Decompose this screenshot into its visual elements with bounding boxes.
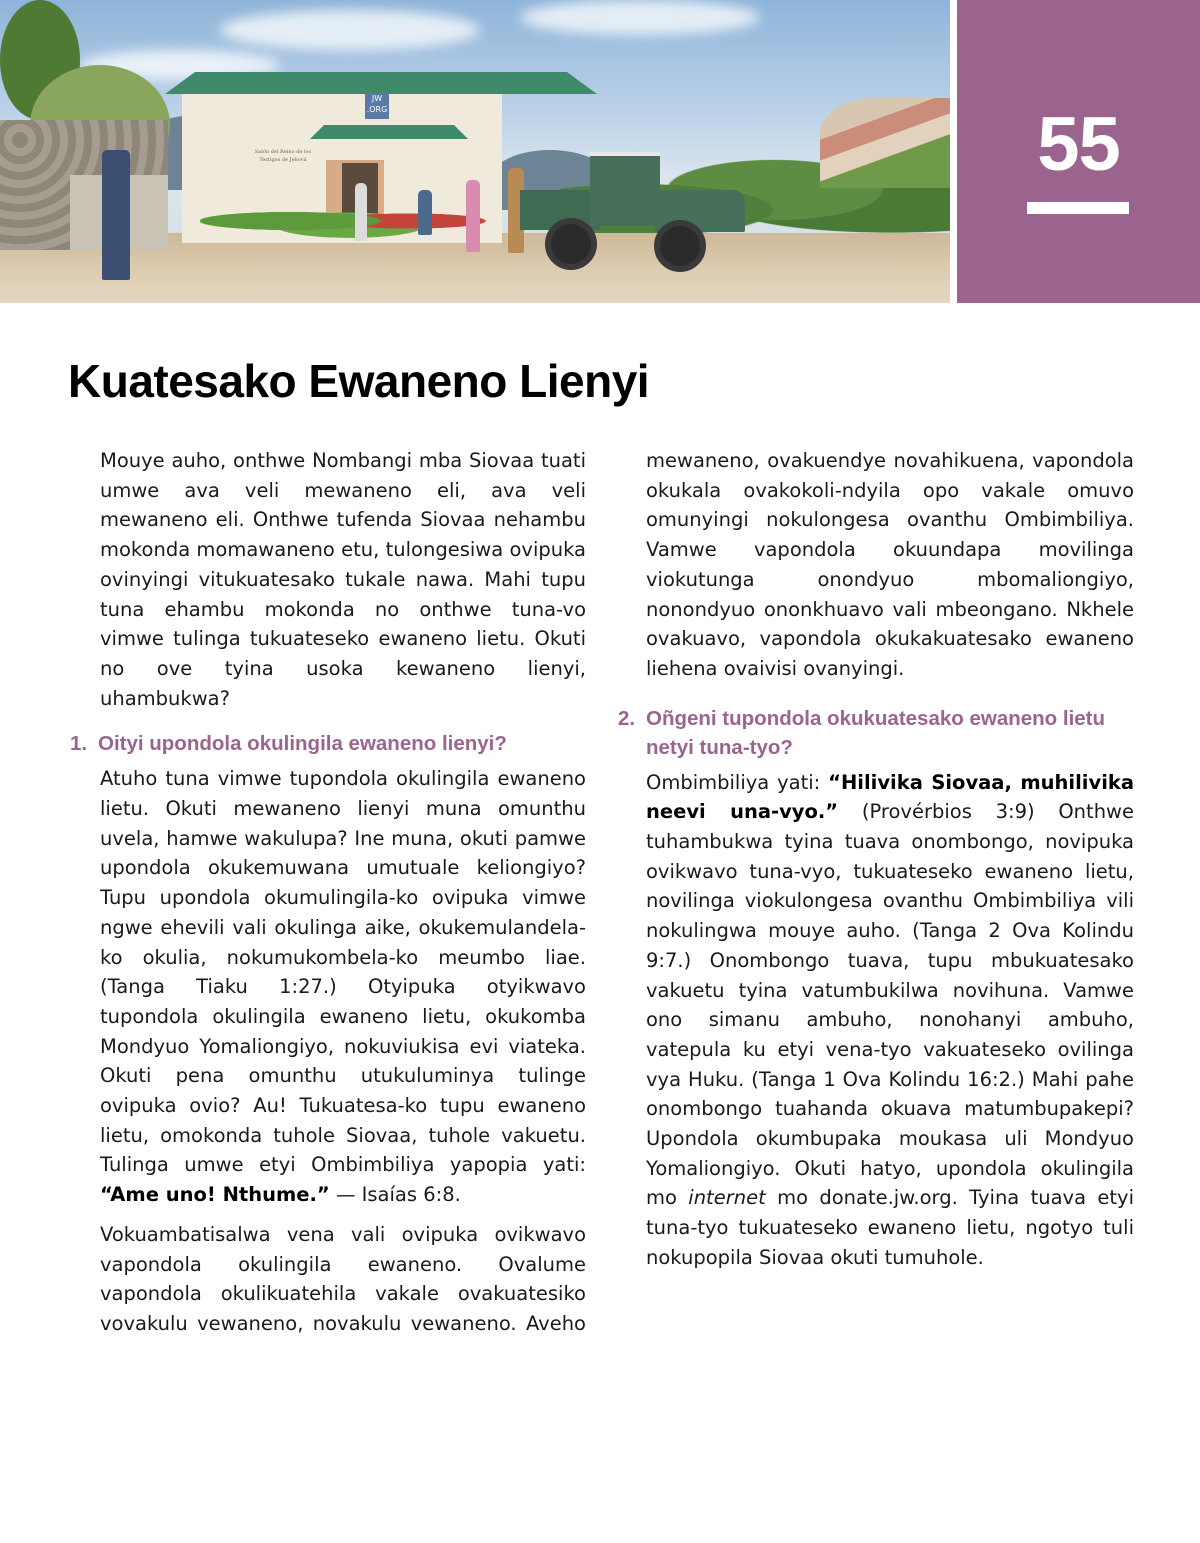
- section-number: 2.: [618, 706, 636, 730]
- section-2-heading: [618, 704, 1134, 762]
- section-number: 1.: [70, 732, 88, 756]
- truck-wheel: [545, 218, 597, 270]
- section-question: Oityi upondola okulingila ewaneno lienyi?: [98, 732, 507, 756]
- italic-term: internet: [688, 1186, 766, 1210]
- paragraph-text: mo donate.jw.org. Tyina tuava etyi tuna-tyo tukuateseko ewaneno lietu, ngotyo tuli nokupopila Siovaa okuti tumuhole.: [646, 1186, 1134, 1269]
- hall-sign: Salón del Reino de los Testigos de Jehová: [254, 149, 312, 163]
- section-question: Oñgeni tupondola okukuatesako ewaneno lietu netyi tuna-tyo?: [646, 706, 1106, 759]
- scripture-quote: “Ame uno! Nthume.”: [100, 1183, 330, 1207]
- page-title: Kuatesako Ewaneno Lienyi: [68, 355, 650, 407]
- intro-paragraph: Mouye auho, onthwe Nombangi mba Siovaa tuati umwe ava veli mewaneno eli, ava veli mewaneno eli. Onthwe tufenda Siovaa nehambu mokonda momawaneno etu, tulongesiwa ovipuka ovinyingi vitukuatesako tukale nawa. Mahi tupu tuna ehambu mokonda no onthwe tuna-vo vimwe tulinga tukuateseko ewaneno lietu. Okuti no ove tyina usoka kewaneno lienyi, uhambukwa?: [100, 449, 586, 710]
- person-cleaning: [418, 190, 432, 235]
- hillside-houses: [820, 98, 950, 188]
- scripture-reference: — Isaías 6:8.: [329, 1183, 461, 1207]
- scripture-quote: “Hilivika Siovaa, muhilivika neevi una-vyo.”: [646, 770, 1134, 824]
- section-1-paragraph-2: Vokuambatisalwa vena vali ovipuka ovikwavo vapondola okulingila ewaneno. Ovalume vapondola okulikuatehila vakale ovakuatesiko vovakulu vewaneno, novakulu vewaneno. Aveho: [100, 1222, 586, 1335]
- paragraph-text: (Provérbios 3:9) Onthwe tuhambukwa tyina tuava onombongo, novipuka ovikwavo tuna-vyo, tukuateseko ewaneno lietu, novilinga viokulongesa ovanthu Ombimbiliya vili nokulingwa mouye auho. (Tanga 2 Ova Kolindu 9:7.) Onombongo tuava, tupu mbukuatesako vakuetu tyina vatumbukilwa novihuna. Vamwe ono simanu ambuho, nonohanyi ambuho, vatepula ku etyi vena-tyo vakuateseko ovilinga vya Huku. (Tanga 1 Ova Kolindu 16:2.) Mahi pahe onombongo tuahanda okuava matumbupakepi? Upondola okumbupaka moukasa uli Mondyuo Yomaliongiyo. Okuti hatyo, upondola okulingila mo: [646, 800, 1134, 1210]
- chapter-number: 55: [1037, 102, 1120, 187]
- girl-carrying-bucket: [466, 180, 480, 252]
- right-column-content: [618, 446, 1134, 1283]
- porch-roof: [310, 125, 468, 139]
- jw-org-sign: JW .ORG: [365, 93, 389, 119]
- section-1-paragraph-2-continued: mewaneno, ovakuendye novahikuena, vapondola okukala ovakokoli-ndyila opo vakale omuvo omunyingi nokulongesa ovanthu Ombimbiliya. Vamwe vapondola okuundapa movilinga viokutunga onondyuo mbomaliongiyo, nonondyuo ononkhuavo vali mbeongano. Nkhele ovakuavo, vapondola okukakuatesako ewaneno liehena ovaivisi ovanyingi.: [646, 449, 1134, 680]
- paragraph-text: Atuho tuna vimwe tupondola okulingila ewaneno lietu. Okuti mewaneno lienyi muna omunthu uvela, hamwe wakulupa? Ine muna, okuti pamwe upondola okukemuwana umutuale keliongiyo? Tupu upondola okumulingila-ko ovipuka vimwe ngwe ehevili vali okulinga aike, okukemulandela-ko okulia, nokumukombela-ko meumbo liae. (Tanga Tiaku 1:27.) Otyipuka otyikwavo tupondola okulingila ewaneno lietu, okukomba Mondyuo Yomaliongiyo, nokuviukisa evi viateka. Okuti pena omunthu utukuluminya tulinge ovipuka ovio? Au! Tukuatesa-ko tupu ewaneno lietu, omokonda tuhole Siovaa, tuhole vakuetu. Tulinga umwe etyi Ombimbiliya yapopia yati:: [100, 767, 586, 1177]
- truck-cab: [590, 152, 660, 226]
- person-sweeping: [355, 183, 367, 241]
- left-column: [70, 446, 586, 1349]
- hero-photo: [0, 0, 950, 303]
- paragraph-text: Ombimbiliya yati:: [646, 770, 829, 794]
- chapter-number-tab: [957, 0, 1200, 303]
- chapter-underline: [1027, 202, 1129, 214]
- truck-wheel: [654, 220, 706, 272]
- section-1-heading: [70, 729, 586, 758]
- hall-roof: [165, 72, 597, 94]
- flower-beds: [200, 200, 500, 242]
- section-2-paragraph-1: [646, 768, 1134, 1273]
- cloud: [520, 0, 760, 35]
- cloud: [220, 10, 480, 50]
- section-1-paragraph-1: [100, 764, 586, 1210]
- person-walking: [102, 150, 130, 280]
